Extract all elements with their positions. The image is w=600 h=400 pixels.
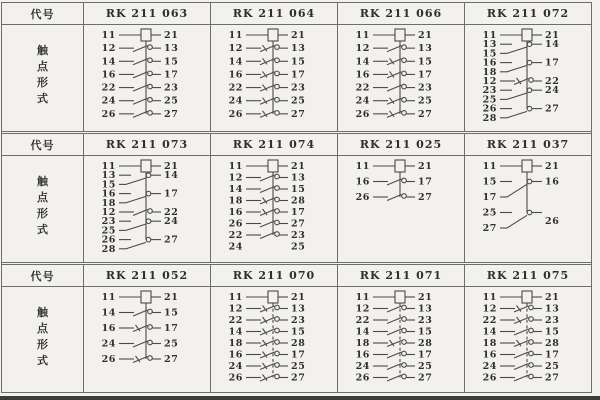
svg-text:24: 24 — [164, 216, 179, 228]
svg-text:21: 21 — [418, 292, 433, 303]
svg-text:25: 25 — [101, 225, 116, 237]
svg-text:14: 14 — [101, 307, 116, 319]
model-name: RK 211 072 — [464, 3, 591, 25]
contact-diagram — [465, 156, 591, 262]
svg-text:27: 27 — [418, 372, 433, 384]
svg-text:16: 16 — [101, 323, 116, 334]
svg-text:12: 12 — [355, 43, 370, 55]
svg-text:26: 26 — [228, 218, 243, 230]
svg-text:15: 15 — [101, 179, 116, 191]
svg-text:27: 27 — [291, 372, 306, 384]
svg-text:26: 26 — [545, 216, 560, 228]
heavy-bottom-rule — [0, 396, 600, 400]
svg-text:11: 11 — [482, 292, 497, 303]
contact-diagram — [338, 156, 464, 262]
svg-text:25: 25 — [545, 361, 560, 372]
svg-text:12: 12 — [228, 303, 243, 315]
svg-text:17: 17 — [291, 69, 306, 81]
svg-text:12: 12 — [355, 303, 370, 315]
diagram-cell — [337, 287, 464, 393]
svg-text:12: 12 — [482, 76, 497, 87]
svg-text:21: 21 — [291, 30, 306, 41]
contact-form-char: 形 — [37, 76, 48, 89]
svg-text:17: 17 — [545, 57, 560, 69]
svg-text:14: 14 — [228, 326, 243, 338]
svg-text:11: 11 — [228, 161, 243, 172]
svg-text:14: 14 — [355, 56, 370, 68]
svg-text:26: 26 — [482, 372, 497, 384]
svg-text:24: 24 — [228, 361, 243, 372]
model-name: RK 211 071 — [337, 265, 464, 287]
contact-form-table — [1, 2, 592, 393]
svg-text:22: 22 — [101, 82, 116, 94]
diagram-cell — [83, 25, 210, 131]
svg-text:24: 24 — [101, 95, 116, 107]
contact-diagram — [211, 287, 337, 393]
model-name: RK 211 037 — [464, 134, 591, 156]
svg-text:15: 15 — [418, 56, 433, 68]
svg-text:23: 23 — [418, 315, 433, 326]
svg-text:12: 12 — [228, 43, 243, 55]
svg-text:17: 17 — [291, 207, 306, 218]
diagram-cell — [464, 25, 591, 131]
svg-text:22: 22 — [482, 315, 497, 326]
table-section — [2, 262, 591, 393]
contact-form-char: 触 — [37, 175, 48, 188]
svg-text:17: 17 — [545, 349, 560, 361]
svg-text:27: 27 — [545, 372, 560, 384]
contact-diagram — [465, 287, 591, 393]
svg-text:11: 11 — [228, 292, 243, 303]
svg-text:15: 15 — [291, 184, 306, 195]
svg-text:25: 25 — [164, 338, 179, 350]
svg-text:22: 22 — [545, 76, 560, 87]
code-header-cell: 代号 — [2, 265, 83, 287]
svg-text:16: 16 — [228, 207, 243, 218]
svg-text:21: 21 — [291, 161, 306, 172]
svg-text:11: 11 — [101, 292, 116, 303]
svg-text:16: 16 — [355, 176, 370, 188]
contact-form-char: 点 — [37, 60, 48, 73]
svg-text:17: 17 — [418, 69, 433, 81]
svg-text:14: 14 — [164, 170, 179, 182]
svg-text:15: 15 — [482, 48, 497, 60]
svg-text:23: 23 — [545, 315, 560, 326]
svg-text:22: 22 — [228, 315, 243, 326]
model-name: RK 211 063 — [83, 3, 210, 25]
diagram-cell — [337, 156, 464, 262]
svg-text:13: 13 — [164, 43, 179, 55]
svg-text:27: 27 — [164, 108, 179, 120]
svg-text:24: 24 — [545, 85, 560, 97]
contact-form-char: 式 — [37, 223, 48, 236]
svg-text:15: 15 — [545, 326, 560, 338]
svg-text:17: 17 — [418, 176, 433, 188]
model-name: RK 211 075 — [464, 265, 591, 287]
svg-text:11: 11 — [355, 292, 370, 303]
svg-text:25: 25 — [482, 94, 497, 106]
diagram-cell — [83, 156, 210, 262]
svg-text:26: 26 — [355, 108, 370, 120]
svg-text:24: 24 — [355, 95, 370, 107]
svg-text:17: 17 — [164, 188, 179, 200]
contact-diagram — [211, 25, 337, 131]
code-header-cell: 代号 — [2, 134, 83, 156]
svg-text:21: 21 — [164, 161, 179, 172]
contact-diagram — [211, 156, 337, 262]
contact-diagram — [84, 156, 210, 262]
svg-text:15: 15 — [482, 176, 497, 188]
svg-text:17: 17 — [164, 323, 179, 334]
svg-text:13: 13 — [291, 172, 306, 184]
diagram-cell — [83, 287, 210, 393]
svg-text:11: 11 — [482, 30, 497, 41]
contact-form-label — [2, 25, 83, 131]
svg-text:23: 23 — [291, 230, 306, 241]
svg-text:23: 23 — [291, 315, 306, 326]
svg-text:14: 14 — [228, 56, 243, 68]
contact-form-char: 形 — [37, 338, 48, 351]
svg-text:15: 15 — [164, 56, 179, 68]
svg-text:26: 26 — [355, 192, 370, 203]
svg-text:11: 11 — [101, 30, 116, 41]
contact-form-label — [2, 287, 83, 393]
diagram-cell — [210, 156, 337, 262]
svg-text:18: 18 — [228, 338, 243, 349]
svg-text:27: 27 — [164, 354, 179, 365]
svg-text:28: 28 — [418, 338, 433, 349]
svg-text:17: 17 — [482, 192, 497, 203]
svg-text:27: 27 — [482, 223, 497, 234]
svg-text:25: 25 — [291, 95, 306, 107]
svg-text:24: 24 — [228, 241, 243, 253]
svg-text:24: 24 — [482, 361, 497, 372]
svg-text:27: 27 — [291, 218, 306, 230]
svg-text:22: 22 — [355, 315, 370, 326]
svg-text:25: 25 — [418, 95, 433, 107]
svg-text:17: 17 — [164, 69, 179, 81]
svg-text:14: 14 — [355, 326, 370, 338]
contact-diagram — [338, 287, 464, 393]
model-name: RK 211 052 — [83, 265, 210, 287]
svg-text:18: 18 — [228, 195, 243, 207]
svg-text:11: 11 — [482, 161, 497, 172]
svg-text:11: 11 — [355, 30, 370, 41]
svg-text:12: 12 — [228, 172, 243, 184]
svg-text:28: 28 — [291, 338, 306, 349]
svg-text:25: 25 — [164, 95, 179, 107]
svg-text:16: 16 — [545, 176, 560, 188]
contact-form-char: 形 — [37, 207, 48, 220]
contact-form-char: 点 — [37, 191, 48, 204]
svg-text:15: 15 — [291, 56, 306, 68]
svg-text:22: 22 — [164, 207, 179, 218]
model-name: RK 211 025 — [337, 134, 464, 156]
svg-text:13: 13 — [101, 170, 116, 182]
svg-text:16: 16 — [482, 57, 497, 69]
svg-text:14: 14 — [482, 326, 497, 338]
svg-text:23: 23 — [291, 82, 306, 94]
svg-text:18: 18 — [482, 66, 497, 78]
svg-text:21: 21 — [164, 30, 179, 41]
contact-diagram — [338, 25, 464, 131]
svg-text:23: 23 — [418, 82, 433, 94]
svg-text:26: 26 — [355, 372, 370, 384]
svg-text:27: 27 — [291, 108, 306, 120]
diagram-cell — [210, 25, 337, 131]
svg-text:15: 15 — [291, 326, 306, 338]
svg-text:27: 27 — [418, 108, 433, 120]
svg-text:12: 12 — [101, 207, 116, 218]
svg-text:16: 16 — [482, 349, 497, 361]
code-header-cell: 代号 — [2, 3, 83, 25]
contact-diagram — [84, 287, 210, 393]
svg-text:21: 21 — [291, 292, 306, 303]
model-name: RK 211 066 — [337, 3, 464, 25]
svg-text:18: 18 — [101, 197, 116, 209]
svg-text:11: 11 — [228, 30, 243, 41]
table-section — [2, 3, 591, 131]
svg-text:22: 22 — [355, 82, 370, 94]
svg-text:26: 26 — [101, 234, 116, 246]
table-section — [2, 131, 591, 262]
svg-text:26: 26 — [101, 108, 116, 120]
svg-text:15: 15 — [164, 307, 179, 319]
svg-text:24: 24 — [101, 338, 116, 350]
svg-text:22: 22 — [228, 82, 243, 94]
model-name: RK 211 070 — [210, 265, 337, 287]
svg-text:25: 25 — [291, 361, 306, 372]
svg-text:14: 14 — [228, 184, 243, 195]
svg-text:27: 27 — [418, 192, 433, 203]
contact-diagram — [465, 25, 591, 131]
contact-form-char: 触 — [37, 44, 48, 57]
svg-text:21: 21 — [418, 161, 433, 172]
svg-text:26: 26 — [482, 103, 497, 115]
svg-text:25: 25 — [291, 241, 306, 253]
svg-text:16: 16 — [355, 69, 370, 81]
model-name: RK 211 074 — [210, 134, 337, 156]
svg-text:16: 16 — [228, 69, 243, 81]
svg-text:13: 13 — [545, 303, 560, 315]
svg-text:28: 28 — [291, 195, 306, 207]
svg-text:17: 17 — [418, 349, 433, 361]
diagram-cell — [210, 287, 337, 393]
contact-form-char: 式 — [37, 354, 48, 367]
svg-text:28: 28 — [101, 243, 116, 255]
svg-text:13: 13 — [482, 39, 497, 51]
contact-form-char: 点 — [37, 322, 48, 335]
svg-text:24: 24 — [355, 361, 370, 372]
svg-text:23: 23 — [482, 85, 497, 97]
svg-text:28: 28 — [545, 338, 560, 349]
svg-text:21: 21 — [545, 30, 560, 41]
svg-text:14: 14 — [101, 56, 116, 68]
svg-text:24: 24 — [228, 95, 243, 107]
svg-text:15: 15 — [418, 326, 433, 338]
svg-text:18: 18 — [355, 338, 370, 349]
diagram-cell — [337, 25, 464, 131]
svg-text:21: 21 — [545, 161, 560, 172]
contact-form-char: 触 — [37, 306, 48, 319]
model-name: RK 211 073 — [83, 134, 210, 156]
svg-text:21: 21 — [418, 30, 433, 41]
svg-text:28: 28 — [482, 112, 497, 124]
contact-form-label — [2, 156, 83, 262]
svg-text:12: 12 — [482, 303, 497, 315]
svg-text:21: 21 — [164, 292, 179, 303]
svg-text:25: 25 — [418, 361, 433, 372]
svg-text:11: 11 — [101, 161, 116, 172]
svg-text:23: 23 — [101, 216, 116, 228]
contact-form-char: 式 — [37, 92, 48, 105]
svg-text:13: 13 — [418, 303, 433, 315]
svg-text:11: 11 — [355, 161, 370, 172]
svg-text:27: 27 — [545, 103, 560, 115]
contact-diagram — [84, 25, 210, 131]
svg-text:16: 16 — [228, 349, 243, 361]
svg-text:12: 12 — [101, 43, 116, 55]
svg-text:16: 16 — [355, 349, 370, 361]
svg-text:26: 26 — [228, 108, 243, 120]
model-name: RK 211 064 — [210, 3, 337, 25]
svg-text:21: 21 — [545, 292, 560, 303]
svg-text:27: 27 — [164, 234, 179, 246]
diagram-cell — [464, 287, 591, 393]
svg-text:26: 26 — [101, 354, 116, 365]
svg-text:22: 22 — [228, 230, 243, 241]
svg-text:23: 23 — [164, 82, 179, 94]
diagram-cell — [464, 156, 591, 262]
svg-text:25: 25 — [482, 207, 497, 219]
svg-text:14: 14 — [545, 39, 560, 51]
svg-text:26: 26 — [228, 372, 243, 384]
svg-text:18: 18 — [482, 338, 497, 349]
svg-text:16: 16 — [101, 188, 116, 200]
svg-text:13: 13 — [291, 303, 306, 315]
svg-text:16: 16 — [101, 69, 116, 81]
svg-text:13: 13 — [418, 43, 433, 55]
svg-text:17: 17 — [291, 349, 306, 361]
svg-text:13: 13 — [291, 43, 306, 55]
